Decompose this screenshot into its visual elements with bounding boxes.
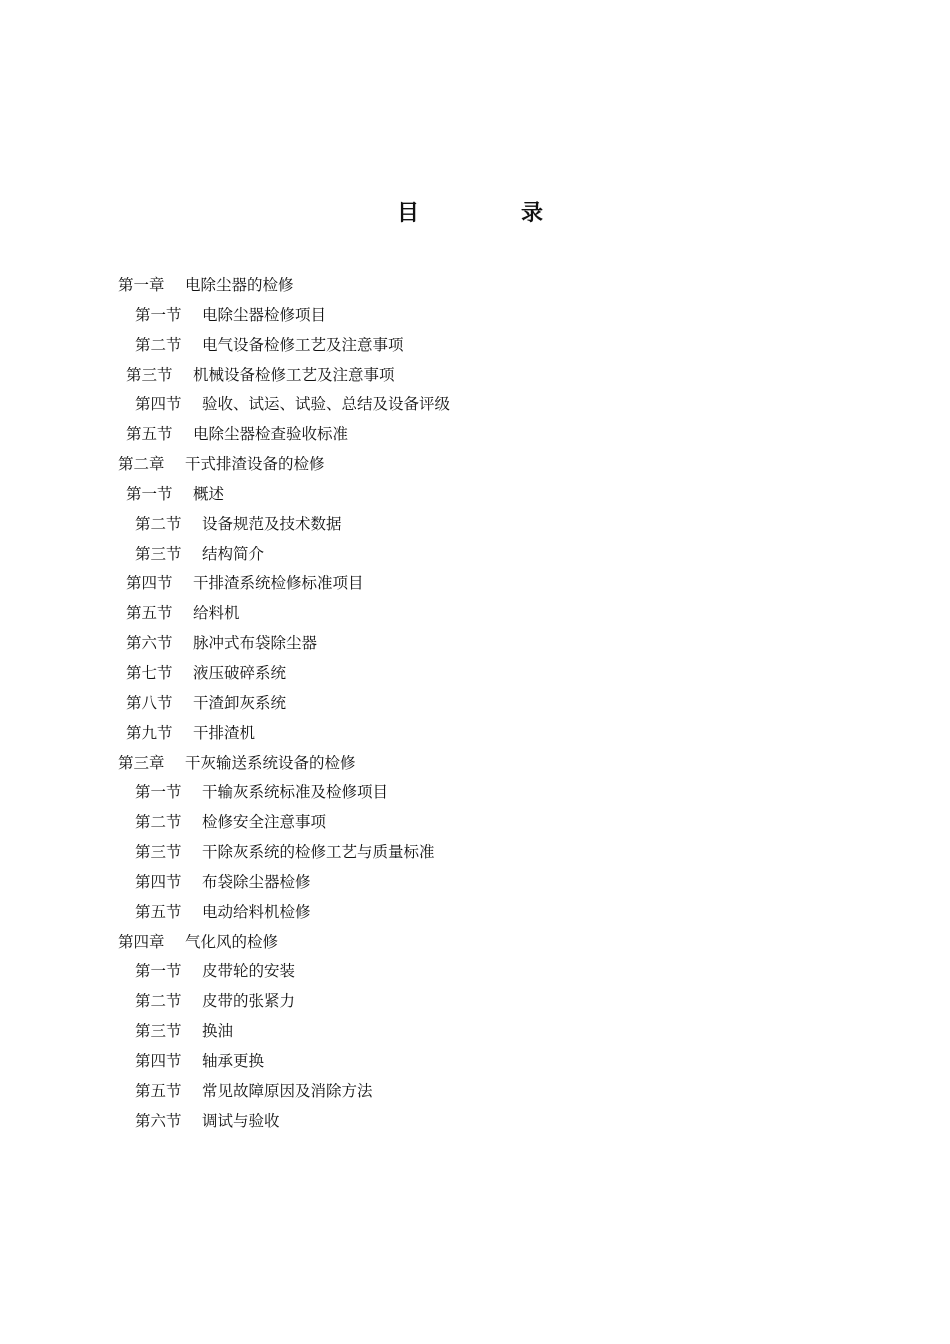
toc-section-label: 第六节 bbox=[135, 1111, 182, 1130]
toc-section-label: 第八节 bbox=[126, 693, 173, 712]
toc-section bbox=[0, 838, 950, 868]
toc-section bbox=[0, 420, 950, 450]
toc-section bbox=[0, 569, 950, 599]
toc-section-title: 脉冲式布袋除尘器 bbox=[193, 634, 318, 653]
toc-section bbox=[0, 659, 950, 689]
toc-section-label: 第四节 bbox=[135, 1051, 182, 1070]
toc-section-title: 机械设备检修工艺及注意事项 bbox=[193, 365, 395, 384]
toc-section bbox=[0, 480, 950, 510]
toc-section bbox=[0, 1017, 950, 1047]
toc-section bbox=[0, 599, 950, 629]
toc-chapter-label: 第二章 bbox=[118, 455, 165, 474]
toc-section-label: 第三节 bbox=[126, 365, 173, 384]
toc-section bbox=[0, 301, 950, 331]
toc-section-label: 第一节 bbox=[135, 962, 182, 981]
toc-section-title: 电除尘器检查验收标准 bbox=[193, 425, 349, 444]
toc-section-label: 第五节 bbox=[126, 604, 173, 623]
toc-section-label: 第六节 bbox=[126, 634, 173, 653]
toc-section bbox=[0, 1047, 950, 1077]
toc-section-title: 干排渣系统检修标准项目 bbox=[193, 574, 364, 593]
toc-chapter-2 bbox=[0, 450, 950, 480]
toc-section-label: 第二节 bbox=[135, 813, 182, 832]
toc-section bbox=[0, 331, 950, 361]
toc-chapter-1 bbox=[0, 271, 950, 301]
toc-section-label: 第四节 bbox=[135, 395, 182, 414]
toc-section-title: 概述 bbox=[193, 484, 225, 503]
toc-section bbox=[0, 390, 950, 420]
toc-section bbox=[0, 868, 950, 898]
toc-section-label: 第五节 bbox=[135, 902, 182, 921]
toc-section-label: 第一节 bbox=[135, 305, 182, 324]
toc-section bbox=[0, 719, 950, 749]
toc-section bbox=[0, 957, 950, 987]
toc-chapter-3 bbox=[0, 749, 950, 779]
toc-section-title: 干排渣机 bbox=[193, 723, 256, 742]
toc-section bbox=[0, 689, 950, 719]
page-title: 目 录 bbox=[396, 200, 583, 226]
toc-section bbox=[0, 898, 950, 928]
toc-chapter-title: 气化风的检修 bbox=[185, 932, 279, 951]
toc-section-title: 液压破碎系统 bbox=[193, 663, 287, 682]
toc-chapter-label: 第四章 bbox=[118, 932, 165, 951]
table-of-contents bbox=[0, 271, 950, 1136]
toc-section bbox=[0, 1077, 950, 1107]
toc-section bbox=[0, 987, 950, 1017]
toc-section-label: 第三节 bbox=[135, 544, 182, 563]
toc-section-title: 验收、试运、试验、总结及设备评级 bbox=[202, 395, 451, 414]
toc-section-label: 第二节 bbox=[135, 514, 182, 533]
toc-section bbox=[0, 808, 950, 838]
toc-section bbox=[0, 1107, 950, 1137]
toc-chapter-label: 第三章 bbox=[118, 753, 165, 772]
toc-chapter-label: 第一章 bbox=[118, 276, 165, 294]
toc-section-title: 换油 bbox=[202, 1022, 234, 1041]
toc-section-title: 皮带的张紧力 bbox=[202, 992, 296, 1011]
toc-section-title: 干输灰系统标准及检修项目 bbox=[202, 783, 389, 802]
toc-section bbox=[0, 510, 950, 540]
toc-section-label: 第九节 bbox=[126, 723, 173, 742]
toc-chapter-title: 干式排渣设备的检修 bbox=[185, 455, 325, 474]
toc-section-title: 设备规范及技术数据 bbox=[202, 514, 342, 533]
toc-section-title: 皮带轮的安装 bbox=[202, 962, 296, 981]
toc-section-label: 第三节 bbox=[135, 1022, 182, 1041]
toc-chapter-4 bbox=[0, 928, 950, 958]
toc-section-label: 第四节 bbox=[135, 872, 182, 891]
toc-section bbox=[0, 629, 950, 659]
toc-section-label: 第一节 bbox=[126, 484, 173, 503]
toc-section bbox=[0, 361, 950, 391]
toc-section-label: 第一节 bbox=[135, 783, 182, 802]
toc-section-title: 检修安全注意事项 bbox=[202, 813, 327, 832]
toc-section-label: 第二节 bbox=[135, 335, 182, 354]
toc-section-title: 电除尘器检修项目 bbox=[202, 305, 327, 324]
toc-section-label: 第七节 bbox=[126, 663, 173, 682]
toc-section-title: 给料机 bbox=[193, 604, 240, 623]
toc-section-title: 调试与验收 bbox=[202, 1111, 280, 1130]
toc-section-label: 第五节 bbox=[135, 1081, 182, 1100]
toc-section-title: 干除灰系统的检修工艺与质量标准 bbox=[202, 843, 435, 862]
toc-section-title: 结构简介 bbox=[202, 544, 265, 563]
toc-chapter-title: 电除尘器的检修 bbox=[185, 276, 294, 294]
toc-section-title: 布袋除尘器检修 bbox=[202, 872, 311, 891]
toc-section-title: 电气设备检修工艺及注意事项 bbox=[202, 335, 404, 354]
toc-section-label: 第四节 bbox=[126, 574, 173, 593]
toc-section bbox=[0, 778, 950, 808]
toc-chapter-title: 干灰输送系统设备的检修 bbox=[185, 753, 356, 772]
toc-section-label: 第五节 bbox=[126, 425, 173, 444]
toc-section-title: 电动给料机检修 bbox=[202, 902, 311, 921]
toc-section bbox=[0, 540, 950, 570]
toc-section-title: 常见故障原因及消除方法 bbox=[202, 1081, 373, 1100]
toc-section-title: 轴承更换 bbox=[202, 1051, 265, 1070]
toc-section-title: 干渣卸灰系统 bbox=[193, 693, 287, 712]
toc-section-label: 第二节 bbox=[135, 992, 182, 1011]
toc-section-label: 第三节 bbox=[135, 843, 182, 862]
